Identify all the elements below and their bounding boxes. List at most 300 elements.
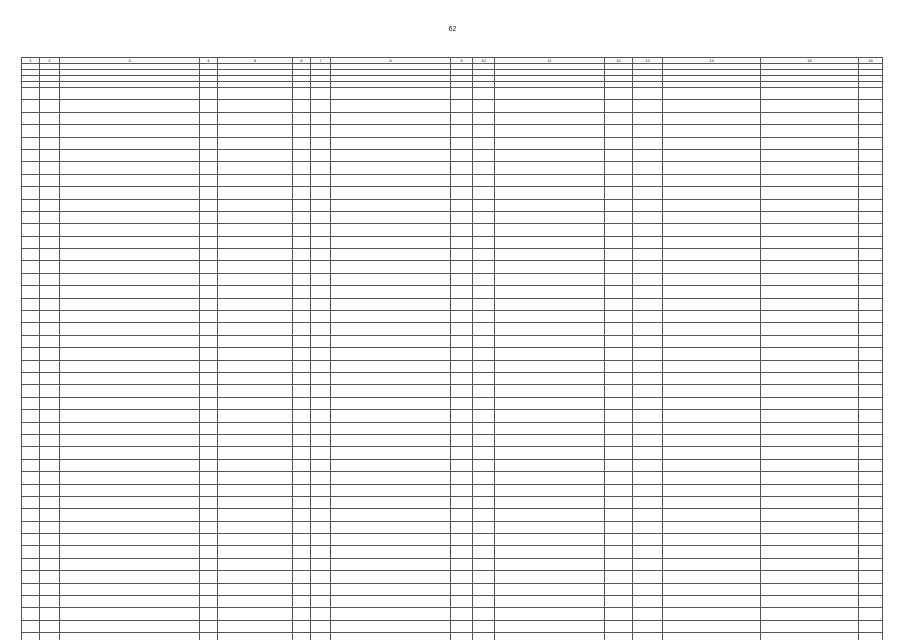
table-cell [311, 125, 331, 137]
table-cell [40, 162, 60, 174]
table-cell [311, 496, 331, 508]
table-cell [663, 311, 761, 323]
table-cell [761, 422, 859, 434]
table-cell [40, 88, 60, 100]
table-cell [40, 620, 60, 632]
table-cell [473, 534, 495, 546]
table-cell [495, 112, 605, 124]
table-cell [311, 199, 331, 211]
table-cell [331, 149, 451, 161]
table-cell [40, 496, 60, 508]
table-cell [218, 360, 293, 372]
table-cell [40, 348, 60, 360]
table-cell [218, 571, 293, 583]
table-cell [605, 509, 633, 521]
table-cell [200, 434, 218, 446]
table-cell [451, 496, 473, 508]
table-cell [605, 125, 633, 137]
table-row [22, 534, 883, 546]
table-cell [60, 162, 200, 174]
table-cell [331, 608, 451, 620]
table-cell [451, 521, 473, 533]
table-cell [218, 286, 293, 298]
table-row [22, 447, 883, 459]
table-cell [663, 434, 761, 446]
table-cell [605, 571, 633, 583]
table-cell [40, 211, 60, 223]
table-cell [40, 311, 60, 323]
table-cell [293, 372, 311, 384]
table-cell [761, 211, 859, 223]
table-cell [22, 149, 40, 161]
table-cell [633, 596, 663, 608]
table-cell [293, 137, 311, 149]
column-number: 10 [473, 58, 495, 64]
table-cell [22, 298, 40, 310]
table-cell [60, 484, 200, 496]
table-cell [218, 410, 293, 422]
table-cell [60, 125, 200, 137]
table-row [22, 434, 883, 446]
table-row [22, 484, 883, 496]
table-cell [22, 620, 40, 632]
table-cell [218, 323, 293, 335]
table-cell [605, 434, 633, 446]
table-cell [293, 261, 311, 273]
table-cell [761, 335, 859, 347]
table-cell [633, 422, 663, 434]
table-cell [473, 596, 495, 608]
table-cell [218, 187, 293, 199]
table-cell [663, 496, 761, 508]
table-cell [859, 434, 883, 446]
table-cell [60, 620, 200, 632]
table-cell [200, 149, 218, 161]
table-cell [761, 434, 859, 446]
table-cell [331, 583, 451, 595]
table-cell [200, 509, 218, 521]
table-cell [40, 558, 60, 570]
table-row [22, 261, 883, 273]
table-cell [633, 162, 663, 174]
table-cell [473, 633, 495, 640]
table-row [22, 496, 883, 508]
table-cell [331, 211, 451, 223]
table-cell [663, 608, 761, 620]
table-cell [633, 509, 663, 521]
table-cell [633, 459, 663, 471]
table-row [22, 459, 883, 471]
table-cell [60, 372, 200, 384]
table-cell [605, 286, 633, 298]
table-cell [761, 112, 859, 124]
table-row [22, 571, 883, 583]
column-number: 2 [40, 58, 60, 64]
table-cell [22, 496, 40, 508]
table-row [22, 137, 883, 149]
table-cell [218, 509, 293, 521]
table-cell [40, 546, 60, 558]
table-cell [218, 447, 293, 459]
table-cell [605, 261, 633, 273]
table-cell [633, 472, 663, 484]
table-cell [311, 323, 331, 335]
table-cell [60, 472, 200, 484]
table-cell [473, 298, 495, 310]
table-cell [60, 88, 200, 100]
table-cell [331, 273, 451, 285]
table-cell [311, 397, 331, 409]
table-cell [40, 509, 60, 521]
table-cell [451, 534, 473, 546]
table-cell [451, 546, 473, 558]
table-cell [218, 112, 293, 124]
table-cell [605, 397, 633, 409]
table-cell [859, 125, 883, 137]
table-cell [451, 509, 473, 521]
table-cell [311, 434, 331, 446]
table-cell [218, 484, 293, 496]
table-cell [473, 273, 495, 285]
table-cell [218, 372, 293, 384]
table-cell [859, 261, 883, 273]
table-cell [218, 558, 293, 570]
table-cell [293, 410, 311, 422]
table-cell [633, 546, 663, 558]
table-cell [859, 100, 883, 112]
table-cell [311, 162, 331, 174]
table-row [22, 372, 883, 384]
table-cell [761, 472, 859, 484]
table-cell [22, 273, 40, 285]
table-cell [331, 472, 451, 484]
table-cell [473, 496, 495, 508]
table-cell [605, 348, 633, 360]
table-cell [495, 174, 605, 186]
table-cell [761, 534, 859, 546]
table-cell [663, 211, 761, 223]
table-cell [451, 100, 473, 112]
table-cell [663, 596, 761, 608]
table-cell [761, 397, 859, 409]
table-row [22, 125, 883, 137]
table-cell [633, 137, 663, 149]
table-row [22, 311, 883, 323]
table-cell [605, 385, 633, 397]
table-cell [331, 298, 451, 310]
table-cell [451, 434, 473, 446]
table-cell [633, 335, 663, 347]
table-cell [495, 162, 605, 174]
table-cell [22, 249, 40, 261]
table-cell [331, 571, 451, 583]
table-cell [218, 496, 293, 508]
table-cell [451, 410, 473, 422]
table-cell [40, 410, 60, 422]
table-cell [311, 447, 331, 459]
table-cell [22, 261, 40, 273]
table-cell [495, 571, 605, 583]
table-cell [331, 323, 451, 335]
table-cell [495, 496, 605, 508]
table-cell [200, 199, 218, 211]
table-cell [218, 174, 293, 186]
table-cell [495, 335, 605, 347]
table-cell [605, 137, 633, 149]
table-cell [761, 311, 859, 323]
table-cell [859, 496, 883, 508]
table-cell [663, 571, 761, 583]
table-cell [200, 125, 218, 137]
table-cell [22, 596, 40, 608]
table-cell [200, 583, 218, 595]
table-cell [473, 162, 495, 174]
table-cell [293, 422, 311, 434]
table-cell [605, 335, 633, 347]
table-cell [761, 261, 859, 273]
table-cell [60, 236, 200, 248]
table-cell [605, 311, 633, 323]
table-cell [311, 534, 331, 546]
table-cell [605, 484, 633, 496]
table-cell [859, 447, 883, 459]
table-cell [473, 521, 495, 533]
table-cell [495, 596, 605, 608]
table-cell [473, 459, 495, 471]
table-cell [22, 633, 40, 640]
table-cell [218, 199, 293, 211]
table-cell [60, 583, 200, 595]
table-cell [60, 149, 200, 161]
table-cell [40, 472, 60, 484]
table-cell [331, 224, 451, 236]
table-cell [60, 434, 200, 446]
table-cell [663, 620, 761, 632]
table-cell [451, 137, 473, 149]
table-cell [331, 447, 451, 459]
table-cell [495, 484, 605, 496]
table-cell [451, 571, 473, 583]
table-cell [60, 174, 200, 186]
table-cell [22, 410, 40, 422]
table-cell [451, 558, 473, 570]
table-cell [331, 558, 451, 570]
table-cell [40, 397, 60, 409]
table-cell [311, 174, 331, 186]
column-number: 5 [218, 58, 293, 64]
table-cell [473, 472, 495, 484]
table-cell [605, 162, 633, 174]
table-cell [633, 620, 663, 632]
table-cell [605, 88, 633, 100]
table-row [22, 385, 883, 397]
table-cell [761, 88, 859, 100]
table-cell [633, 534, 663, 546]
table-cell [218, 472, 293, 484]
table-cell [633, 434, 663, 446]
table-cell [293, 174, 311, 186]
table-cell [605, 112, 633, 124]
table-cell [495, 236, 605, 248]
table-cell [40, 360, 60, 372]
table-cell [605, 620, 633, 632]
table-cell [200, 360, 218, 372]
table-cell [605, 496, 633, 508]
column-number: 9 [451, 58, 473, 64]
table-cell [22, 211, 40, 223]
table-cell [859, 88, 883, 100]
table-cell [451, 372, 473, 384]
table-cell [761, 484, 859, 496]
table-cell [331, 509, 451, 521]
table-row [22, 348, 883, 360]
table-row [22, 224, 883, 236]
table-cell [451, 211, 473, 223]
table-cell [633, 249, 663, 261]
table-cell [663, 422, 761, 434]
table-cell [200, 112, 218, 124]
table-cell [495, 199, 605, 211]
table-cell [22, 199, 40, 211]
table-cell [311, 88, 331, 100]
table-cell [761, 633, 859, 640]
table-cell [495, 385, 605, 397]
table-cell [605, 534, 633, 546]
table-cell [40, 199, 60, 211]
table-cell [22, 397, 40, 409]
table-cell [200, 608, 218, 620]
table-cell [451, 149, 473, 161]
table-cell [22, 434, 40, 446]
table-cell [633, 224, 663, 236]
table-row [22, 608, 883, 620]
table-cell [761, 447, 859, 459]
table-cell [293, 459, 311, 471]
table-cell [761, 286, 859, 298]
table-cell [473, 100, 495, 112]
table-cell [495, 149, 605, 161]
column-number: 16 [859, 58, 883, 64]
table-row [22, 174, 883, 186]
table-cell [633, 100, 663, 112]
table-cell [331, 236, 451, 248]
table-cell [311, 422, 331, 434]
table-cell [859, 273, 883, 285]
table-cell [60, 311, 200, 323]
table-cell [451, 620, 473, 632]
table-cell [473, 422, 495, 434]
table-cell [293, 633, 311, 640]
table-cell [859, 459, 883, 471]
table-cell [293, 596, 311, 608]
table-cell [451, 472, 473, 484]
table-cell [331, 100, 451, 112]
table-cell [200, 385, 218, 397]
table-cell [473, 224, 495, 236]
table-cell [495, 211, 605, 223]
table-cell [859, 571, 883, 583]
table-cell [293, 335, 311, 347]
table-cell [761, 410, 859, 422]
column-number: 7 [311, 58, 331, 64]
table-cell [663, 521, 761, 533]
table-cell [200, 211, 218, 223]
table-cell [663, 509, 761, 521]
data-table [21, 57, 883, 640]
table-cell [495, 249, 605, 261]
table-cell [200, 422, 218, 434]
table-cell [473, 311, 495, 323]
table-cell [633, 583, 663, 595]
table-cell [40, 571, 60, 583]
table-cell [200, 236, 218, 248]
table-cell [495, 472, 605, 484]
table-cell [331, 360, 451, 372]
table-cell [663, 162, 761, 174]
table-cell [293, 434, 311, 446]
table-cell [293, 224, 311, 236]
table-cell [761, 608, 859, 620]
table-cell [293, 286, 311, 298]
table-cell [859, 162, 883, 174]
column-number: 3 [60, 58, 200, 64]
table-cell [451, 397, 473, 409]
table-cell [293, 125, 311, 137]
table-cell [633, 261, 663, 273]
table-cell [495, 422, 605, 434]
table-cell [761, 224, 859, 236]
table-cell [605, 323, 633, 335]
table-cell [663, 137, 761, 149]
table-cell [859, 397, 883, 409]
table-row [22, 100, 883, 112]
table-cell [859, 620, 883, 632]
table-cell [451, 174, 473, 186]
table-cell [633, 211, 663, 223]
table-cell [218, 348, 293, 360]
table-cell [451, 112, 473, 124]
table-cell [663, 484, 761, 496]
table-cell [60, 422, 200, 434]
table-cell [331, 88, 451, 100]
table-cell [451, 88, 473, 100]
table-cell [473, 410, 495, 422]
table-cell [200, 187, 218, 199]
table-cell [605, 236, 633, 248]
table-cell [633, 496, 663, 508]
table-cell [293, 546, 311, 558]
table-cell [605, 100, 633, 112]
table-cell [311, 348, 331, 360]
table-cell [663, 298, 761, 310]
table-cell [40, 521, 60, 533]
table-row [22, 620, 883, 632]
table-cell [633, 447, 663, 459]
table-cell [663, 273, 761, 285]
table-cell [60, 249, 200, 261]
column-number: 15 [761, 58, 859, 64]
table-cell [473, 583, 495, 595]
table-cell [40, 236, 60, 248]
table-cell [495, 273, 605, 285]
table-cell [331, 534, 451, 546]
table-cell [473, 249, 495, 261]
table-cell [663, 112, 761, 124]
table-cell [633, 571, 663, 583]
table-cell [331, 335, 451, 347]
table-cell [473, 571, 495, 583]
table-cell [218, 534, 293, 546]
